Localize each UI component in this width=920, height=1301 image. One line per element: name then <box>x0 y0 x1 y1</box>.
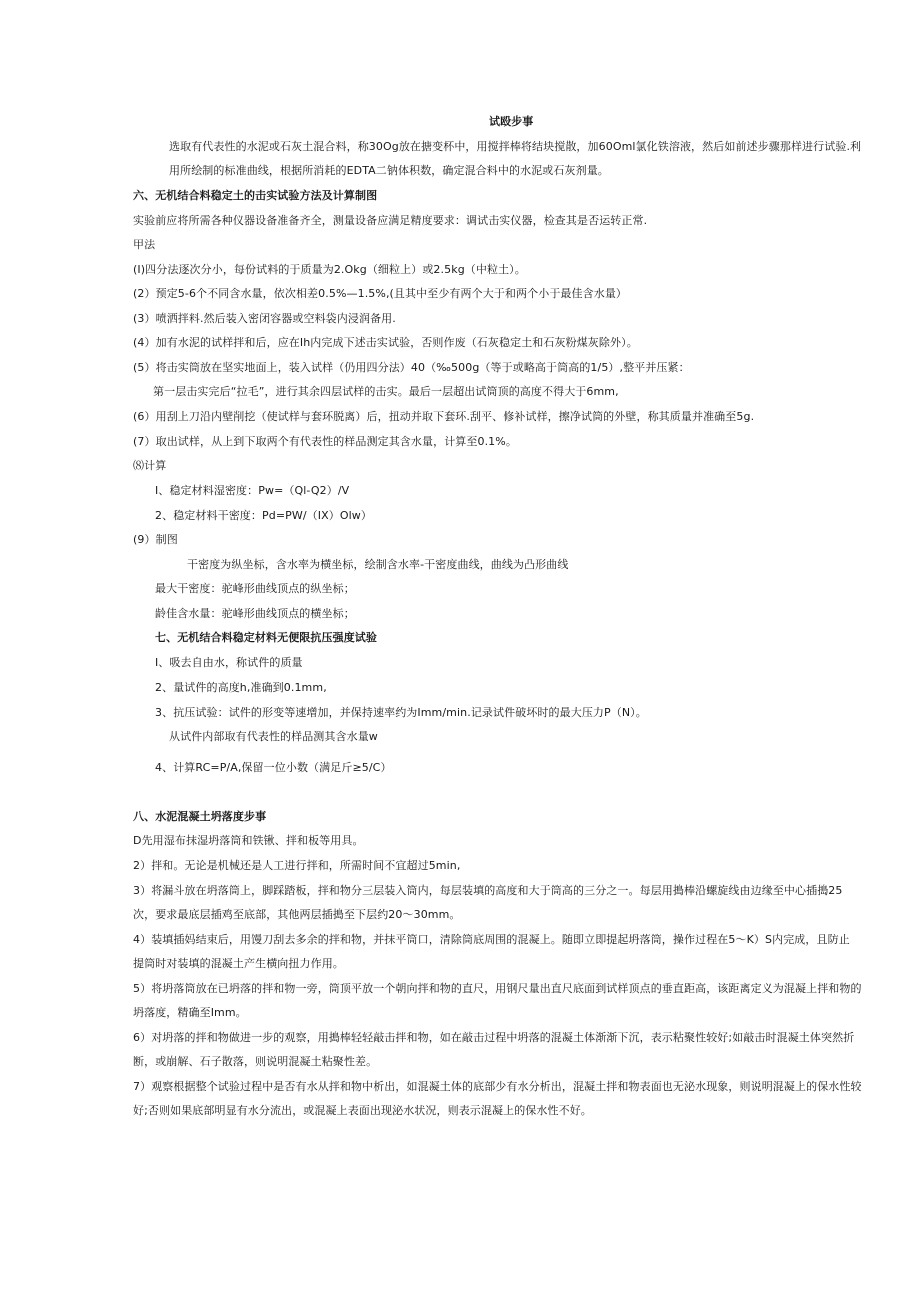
text-line: D先用湿布抹湿坍落筒和铁锹、拌和板等用具。 <box>133 834 364 847</box>
text-line: (6）用刮上刀沿内壁削挖（使试样与套环脱离）后，扭动并取下套环.刮平、修补试样，擦净试筒的外壁，称其质量并准确至5g. <box>133 410 755 423</box>
text-line: 干密度为纵坐标，含水率为横坐标，绘制含水率-干密度曲线，曲线为凸形曲线 <box>187 558 569 571</box>
text-line: 提筒时对装填的混凝土产生横向扭力作用。 <box>133 957 344 970</box>
text-line: (4）加有水泥的试样拌和后，应在Ih内完成下述击实试验，否则作废（石灰稳定土和石灰粉煤灰除外）。 <box>133 336 638 349</box>
text-line: (3）喷洒拌料.然后装入密闭容器或空料袋内浸润备用. <box>133 312 396 325</box>
formula-line: I、稳定材料湿密度：Pw=（Ql-Q2）/V <box>155 484 350 497</box>
section-title: 试殴步事 <box>489 115 534 128</box>
text-line: (5）将击实筒放在坚实地面上，装入试样（仍用四分法）40（‰500g（等于或略高于筒高的1/5）,整平并压紧： <box>133 361 690 374</box>
text-line: 第一层击实完后“拉毛”，进行其余四层试样的击实。最后一层超出试筒顶的高度不得大于6mm, <box>153 385 619 398</box>
text-line: 7）观察根据整个试验过程中是否有水从拌和物中析出，如混凝土体的底部少有水分析出，混凝土拌和物表面也无泌水现象，则说明混凝上的保水性较 <box>133 1080 862 1093</box>
text-line: 4、计算RC=P/A,保留一位小数（满足斤≥5/C） <box>155 761 392 774</box>
text-line: 4）装填插妈结束后，用馒刀刮去多余的拌和物，并抹平筒口，清除筒底周围的混凝上。随即立即提起坍落筒，操作过程在5～K）S内完成，且防止 <box>133 933 850 946</box>
text-line: 龄佳含水量：驼峰形曲线顶点的横坐标； <box>155 607 355 620</box>
intro-line: 用所绘制的标准曲线，根据所消耗的EDTA二钠体积数，确定混合料中的水泥或石灰剂量。 <box>169 164 609 177</box>
text-line: I、吸去自由水，称试件的质量 <box>155 656 303 669</box>
text-line: 最大干密度：驼峰形曲线顶点的纵坐标； <box>155 582 355 595</box>
text-line: (I)四分法逐次分小，每份试料的于质量为2.Okg（细粒上）或2.5kg（中粒土）。 <box>133 263 526 276</box>
text-line: 2、量试件的高度h,准确到0.1mm, <box>155 681 327 694</box>
text-line: 好;否则如果底部明显有水分流出，或混凝上表面出现泌水状况，则表示混凝上的保水性不好。 <box>133 1104 592 1117</box>
text-line: 坍落度，精确至Imm。 <box>133 1006 247 1019</box>
section-heading-7: 七、无机结合料稳定材料无便限抗压强度试验 <box>155 631 377 644</box>
text-line: 3）将漏斗放在坍落筒上，脚踩踏板，拌和物分三层装入筒内，每层装填的高度和大于筒高的三分之一。每层用搗棒沿螺旋线由边缘至中心插搗25 <box>133 884 843 897</box>
section-heading-6: 六、无机结合料稳定土的击实试验方法及计算制图 <box>133 189 378 202</box>
text-line: (2）预定5-6个不同含水量，依次相差0.5%—1.5%,(且其中至少有两个大于和两个小于最佳含水量） <box>133 287 628 300</box>
text-line: 实验前应将所需各种仪器设备准备齐全，测量设备应满足精度要求：调试击实仪器，检查其是否运转正常. <box>133 214 648 227</box>
text-line: (7）取出试样，从上到下取两个有代表性的样品测定其含水量，计算至0.1%。 <box>133 435 517 448</box>
formula-line: 2、稳定材料干密度：Pd=PW/（IX）Olw） <box>155 509 372 522</box>
text-line: 从试件内部取有代表性的样品测其含水量w <box>169 730 378 743</box>
text-line: 断，或崩解、石子散落，则说明混凝土粘聚性差。 <box>133 1055 378 1068</box>
intro-line: 选取有代表性的水泥或石灰土混合料，称30Og放在搪变杯中，用搅拌棒将结块搅散，加60Oml氯化铁溶液，然后如前述步骤那样进行试验.利 <box>169 140 862 153</box>
text-line: 6）对坍落的拌和物做进一步的观察，用搗棒轻轻敲击拌和物，如在敲击过程中坍落的混凝土体渐渐下沉，表示粘聚性较好;如敲击时混凝土体突然折 <box>133 1031 855 1044</box>
section-heading-8: 八、水泥混凝土坍落度步事 <box>133 810 267 823</box>
text-line: (9）制图 <box>133 533 178 546</box>
text-line: 2）拌和。无论是机械还是人工进行拌和，所需时间不宜超过5min, <box>133 859 461 872</box>
text-line: 甲法 <box>133 238 156 251</box>
text-line: 次，要求最底层插鸡至底部，其他两层插搗至下层约20～30mm。 <box>133 908 461 921</box>
text-line: 3、抗压试验：试件的形变等速增加，并保持速率约为Imm∕min.记录试件破坏时的最大压力P（N）。 <box>155 706 647 719</box>
text-line: 5）将坍落筒放在已坍落的拌和物一旁，筒顶平放一个朝向拌和物的直尺，用钢尺量出直尺底面到试样顶点的垂直距高，该距离定义为混凝上拌和物的 <box>133 982 862 995</box>
text-line: ⑻计算 <box>133 459 167 472</box>
